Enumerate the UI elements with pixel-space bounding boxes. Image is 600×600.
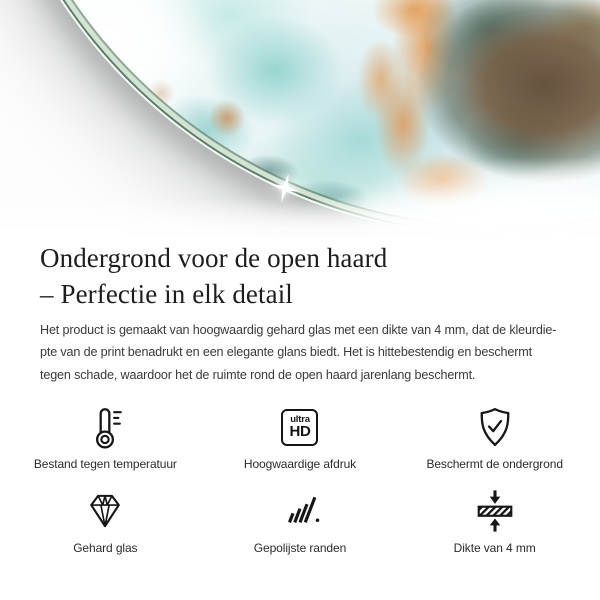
product-description: Het product is gemaakt van hoogwaardig gehard glas met een dikte van 4 mm, dat de kleurdie- pte van de print benadrukt en een elegante glans biedt. Het is hittebestendig en beschermt tegen schade, waardoor het de ruimte rond de open haard jarenlang beschermt. xyxy=(40,323,557,382)
feature-temperature xyxy=(8,402,203,471)
feature-print-quality xyxy=(203,402,398,471)
feature-label: Gepolijste randen xyxy=(253,541,347,556)
feature-label: Beschermt de ondergrond xyxy=(426,457,563,472)
hero-product-image xyxy=(0,0,600,236)
sparkle-glint-icon xyxy=(267,170,303,206)
shield-check-icon xyxy=(473,404,517,450)
glass-disc-image xyxy=(0,0,600,235)
feature-label: Bestand tegen temperatuur xyxy=(33,457,177,472)
polished-edges-icon xyxy=(279,490,321,532)
thermometer-icon xyxy=(82,402,128,452)
ultra-hd-bottom-text: HD xyxy=(289,423,311,441)
ultra-hd-top-text: ultra xyxy=(290,414,310,426)
page-title: Ondergrond voor de open haard – Perfectie in elk detail xyxy=(40,243,388,309)
feature-polished-edges xyxy=(203,486,398,555)
feature-label: Gehard glas xyxy=(73,541,138,556)
feature-label: Dikte van 4 mm xyxy=(453,541,536,556)
feature-protection xyxy=(397,402,592,471)
feature-tempered-glass xyxy=(8,486,203,555)
ultra-hd-icon xyxy=(281,409,318,446)
feature-label: Hoogwaardige afdruk xyxy=(243,457,357,472)
thickness-compress-icon xyxy=(472,487,518,535)
text-section xyxy=(0,240,600,386)
diamond-icon xyxy=(83,489,127,533)
feature-thickness xyxy=(397,486,592,555)
features-grid xyxy=(8,402,592,555)
